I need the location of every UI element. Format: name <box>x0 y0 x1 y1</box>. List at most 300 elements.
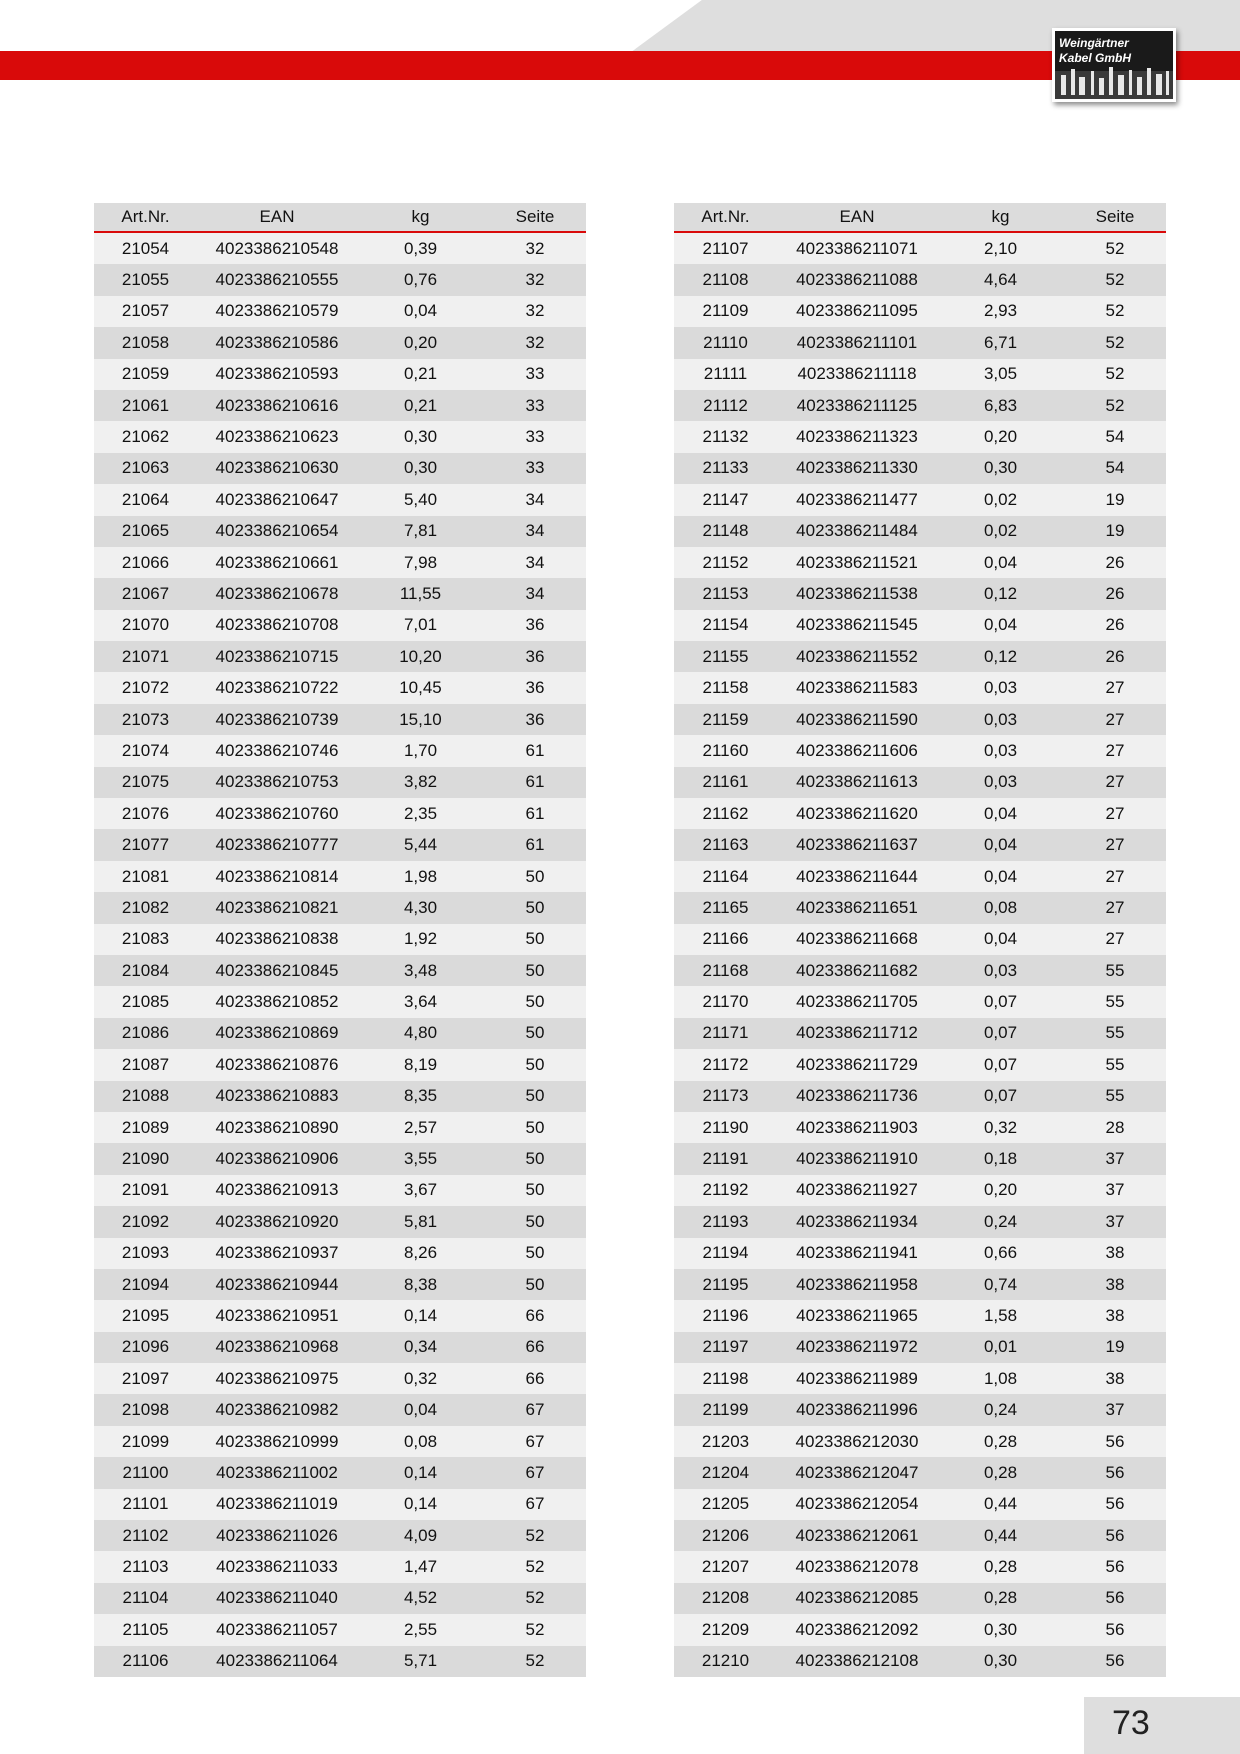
cell-kg: 4,09 <box>357 1520 484 1551</box>
cell-seite: 61 <box>484 798 586 829</box>
table-row <box>94 453 586 484</box>
cell-seite: 61 <box>484 735 586 766</box>
table-row <box>674 798 1166 829</box>
cell-ean: 4023386211125 <box>777 390 937 421</box>
cell-seite: 54 <box>1064 421 1166 452</box>
cell-seite: 36 <box>484 672 586 703</box>
cell-seite: 50 <box>484 1175 586 1206</box>
table-row <box>94 1332 586 1363</box>
table-row <box>94 767 586 798</box>
cell-art-nr: 21066 <box>94 547 197 578</box>
table-row <box>674 1332 1166 1363</box>
table-row <box>94 1551 586 1582</box>
cell-seite: 19 <box>1064 484 1166 515</box>
cell-art-nr: 21208 <box>674 1583 777 1614</box>
cell-art-nr: 21072 <box>94 672 197 703</box>
cell-seite: 38 <box>1064 1300 1166 1331</box>
cell-kg: 0,32 <box>357 1363 484 1394</box>
cell-seite: 54 <box>1064 453 1166 484</box>
cell-kg: 6,71 <box>937 327 1064 358</box>
column-header-ean: EAN <box>777 203 937 232</box>
cell-kg: 3,05 <box>937 359 1064 390</box>
table-row <box>94 1049 586 1080</box>
cell-seite: 52 <box>1064 264 1166 295</box>
cell-kg: 3,48 <box>357 955 484 986</box>
table-row <box>94 296 586 327</box>
cell-seite: 55 <box>1064 1081 1166 1112</box>
cell-ean: 4023386210913 <box>197 1175 357 1206</box>
table-row <box>94 484 586 515</box>
cell-ean: 4023386210821 <box>197 892 357 923</box>
cell-seite: 34 <box>484 578 586 609</box>
cell-seite: 37 <box>1064 1175 1166 1206</box>
cell-seite: 32 <box>484 327 586 358</box>
cell-ean: 4023386212078 <box>777 1551 937 1582</box>
cell-ean: 4023386210982 <box>197 1394 357 1425</box>
table-row <box>94 924 586 955</box>
cell-ean: 4023386211590 <box>777 704 937 735</box>
cell-ean: 4023386211071 <box>777 232 937 264</box>
cell-ean: 4023386211583 <box>777 672 937 703</box>
table-row <box>94 264 586 295</box>
cell-ean: 4023386212047 <box>777 1457 937 1488</box>
table-row <box>674 453 1166 484</box>
cell-kg: 0,04 <box>937 547 1064 578</box>
cell-kg: 0,66 <box>937 1238 1064 1269</box>
cell-kg: 1,47 <box>357 1551 484 1582</box>
cell-seite: 27 <box>1064 829 1166 860</box>
table-row <box>674 547 1166 578</box>
cell-ean: 4023386211613 <box>777 767 937 798</box>
cell-ean: 4023386211668 <box>777 924 937 955</box>
cell-art-nr: 21168 <box>674 955 777 986</box>
cell-seite: 67 <box>484 1426 586 1457</box>
table-row <box>94 421 586 452</box>
cell-ean: 4023386211019 <box>197 1489 357 1520</box>
table-row <box>94 1175 586 1206</box>
cell-seite: 34 <box>484 484 586 515</box>
cell-seite: 52 <box>1064 359 1166 390</box>
table-row <box>674 1112 1166 1143</box>
cell-ean: 4023386211545 <box>777 610 937 641</box>
cell-art-nr: 21058 <box>94 327 197 358</box>
cell-seite: 61 <box>484 829 586 860</box>
cell-ean: 4023386211101 <box>777 327 937 358</box>
cell-seite: 26 <box>1064 641 1166 672</box>
cell-seite: 32 <box>484 264 586 295</box>
table-row <box>674 955 1166 986</box>
table-row <box>94 327 586 358</box>
cell-seite: 34 <box>484 516 586 547</box>
cell-kg: 0,03 <box>937 767 1064 798</box>
cell-ean: 4023386210937 <box>197 1238 357 1269</box>
cell-kg: 0,20 <box>937 421 1064 452</box>
cell-seite: 56 <box>1064 1646 1166 1677</box>
cell-seite: 26 <box>1064 547 1166 578</box>
cell-kg: 0,32 <box>937 1112 1064 1143</box>
cell-art-nr: 21064 <box>94 484 197 515</box>
cell-art-nr: 21205 <box>674 1489 777 1520</box>
table-row <box>674 672 1166 703</box>
cell-kg: 1,70 <box>357 735 484 766</box>
cell-art-nr: 21155 <box>674 641 777 672</box>
cell-art-nr: 21104 <box>94 1583 197 1614</box>
page-number-box <box>1084 1697 1240 1754</box>
table-row <box>674 1238 1166 1269</box>
cell-ean: 4023386210654 <box>197 516 357 547</box>
cell-kg: 0,18 <box>937 1143 1064 1174</box>
cell-kg: 0,08 <box>937 892 1064 923</box>
cell-ean: 4023386211323 <box>777 421 937 452</box>
table-row <box>94 1646 586 1677</box>
cell-art-nr: 21153 <box>674 578 777 609</box>
cell-kg: 0,04 <box>937 861 1064 892</box>
cell-seite: 56 <box>1064 1583 1166 1614</box>
table-row <box>94 641 586 672</box>
cell-ean: 4023386212030 <box>777 1426 937 1457</box>
cell-seite: 27 <box>1064 767 1166 798</box>
cell-kg: 2,57 <box>357 1112 484 1143</box>
cell-ean: 4023386212061 <box>777 1520 937 1551</box>
cell-seite: 56 <box>1064 1614 1166 1645</box>
cell-art-nr: 21088 <box>94 1081 197 1112</box>
cell-seite: 26 <box>1064 578 1166 609</box>
cell-ean: 4023386210579 <box>197 296 357 327</box>
cell-kg: 2,93 <box>937 296 1064 327</box>
table-row <box>674 1300 1166 1331</box>
cell-kg: 0,20 <box>937 1175 1064 1206</box>
cell-seite: 55 <box>1064 1018 1166 1049</box>
table-row <box>94 578 586 609</box>
cell-art-nr: 21074 <box>94 735 197 766</box>
cell-art-nr: 21110 <box>674 327 777 358</box>
cell-art-nr: 21070 <box>94 610 197 641</box>
cell-seite: 67 <box>484 1394 586 1425</box>
cell-kg: 0,02 <box>937 484 1064 515</box>
cell-kg: 2,35 <box>357 798 484 829</box>
table-row <box>674 232 1166 264</box>
cell-seite: 27 <box>1064 672 1166 703</box>
cell-seite: 52 <box>1064 327 1166 358</box>
cell-ean: 4023386210944 <box>197 1269 357 1300</box>
cell-art-nr: 21101 <box>94 1489 197 1520</box>
table-row <box>674 610 1166 641</box>
cell-art-nr: 21059 <box>94 359 197 390</box>
table-row <box>94 390 586 421</box>
cell-seite: 52 <box>484 1614 586 1645</box>
cell-seite: 66 <box>484 1332 586 1363</box>
table-row <box>674 986 1166 1017</box>
table-row <box>674 1551 1166 1582</box>
cell-kg: 1,92 <box>357 924 484 955</box>
cell-ean: 4023386211736 <box>777 1081 937 1112</box>
table-row <box>94 1143 586 1174</box>
cell-ean: 4023386211330 <box>777 453 937 484</box>
table-row <box>674 829 1166 860</box>
table-row <box>94 1489 586 1520</box>
cell-art-nr: 21209 <box>674 1614 777 1645</box>
cell-seite: 33 <box>484 390 586 421</box>
cell-art-nr: 21166 <box>674 924 777 955</box>
cell-art-nr: 21105 <box>94 1614 197 1645</box>
cell-art-nr: 21090 <box>94 1143 197 1174</box>
cell-art-nr: 21204 <box>674 1457 777 1488</box>
cell-art-nr: 21210 <box>674 1646 777 1677</box>
table-row <box>674 516 1166 547</box>
table-row <box>94 1238 586 1269</box>
cell-seite: 27 <box>1064 892 1166 923</box>
cell-ean: 4023386211927 <box>777 1175 937 1206</box>
cell-seite: 38 <box>1064 1269 1166 1300</box>
cell-kg: 0,28 <box>937 1583 1064 1614</box>
cell-kg: 0,04 <box>937 798 1064 829</box>
cell-seite: 27 <box>1064 861 1166 892</box>
cell-seite: 36 <box>484 641 586 672</box>
cell-seite: 67 <box>484 1489 586 1520</box>
cell-art-nr: 21190 <box>674 1112 777 1143</box>
cell-ean: 4023386210623 <box>197 421 357 452</box>
cell-art-nr: 21152 <box>674 547 777 578</box>
cell-art-nr: 21100 <box>94 1457 197 1488</box>
cell-art-nr: 21133 <box>674 453 777 484</box>
cell-ean: 4023386210920 <box>197 1206 357 1237</box>
cell-art-nr: 21097 <box>94 1363 197 1394</box>
cell-seite: 27 <box>1064 735 1166 766</box>
cell-seite: 55 <box>1064 986 1166 1017</box>
cell-art-nr: 21160 <box>674 735 777 766</box>
cell-art-nr: 21158 <box>674 672 777 703</box>
cell-seite: 34 <box>484 547 586 578</box>
cell-kg: 15,10 <box>357 704 484 735</box>
cell-art-nr: 21086 <box>94 1018 197 1049</box>
cell-art-nr: 21106 <box>94 1646 197 1677</box>
cell-seite: 19 <box>1064 516 1166 547</box>
cell-kg: 0,20 <box>357 327 484 358</box>
cell-art-nr: 21095 <box>94 1300 197 1331</box>
cell-ean: 4023386210586 <box>197 327 357 358</box>
cell-art-nr: 21103 <box>94 1551 197 1582</box>
cell-ean: 4023386211033 <box>197 1551 357 1582</box>
cell-kg: 0,21 <box>357 359 484 390</box>
cell-seite: 52 <box>484 1551 586 1582</box>
table-row <box>94 672 586 703</box>
cell-art-nr: 21092 <box>94 1206 197 1237</box>
cell-kg: 8,26 <box>357 1238 484 1269</box>
cell-ean: 4023386210814 <box>197 861 357 892</box>
cell-kg: 7,98 <box>357 547 484 578</box>
table-row <box>674 735 1166 766</box>
cell-kg: 2,55 <box>357 1614 484 1645</box>
cell-art-nr: 21111 <box>674 359 777 390</box>
cell-seite: 55 <box>1064 955 1166 986</box>
table-row <box>674 264 1166 295</box>
cell-ean: 4023386210647 <box>197 484 357 515</box>
cell-kg: 0,01 <box>937 1332 1064 1363</box>
cell-ean: 4023386211620 <box>777 798 937 829</box>
cell-kg: 6,83 <box>937 390 1064 421</box>
cell-art-nr: 21162 <box>674 798 777 829</box>
cell-art-nr: 21063 <box>94 453 197 484</box>
cell-art-nr: 21098 <box>94 1394 197 1425</box>
cell-ean: 4023386210630 <box>197 453 357 484</box>
cell-art-nr: 21148 <box>674 516 777 547</box>
table-row <box>94 1300 586 1331</box>
table-row <box>94 1457 586 1488</box>
cell-kg: 3,82 <box>357 767 484 798</box>
cell-ean: 4023386210890 <box>197 1112 357 1143</box>
cell-art-nr: 21102 <box>94 1520 197 1551</box>
cell-kg: 0,02 <box>937 516 1064 547</box>
table-row <box>94 829 586 860</box>
cell-seite: 27 <box>1064 924 1166 955</box>
cell-seite: 50 <box>484 1269 586 1300</box>
cell-kg: 1,98 <box>357 861 484 892</box>
cell-kg: 0,76 <box>357 264 484 295</box>
table-row <box>674 767 1166 798</box>
cell-art-nr: 21206 <box>674 1520 777 1551</box>
cell-art-nr: 21195 <box>674 1269 777 1300</box>
cell-ean: 4023386211989 <box>777 1363 937 1394</box>
cell-kg: 0,07 <box>937 986 1064 1017</box>
cell-kg: 0,04 <box>357 296 484 327</box>
cell-art-nr: 21094 <box>94 1269 197 1300</box>
cell-kg: 0,12 <box>937 578 1064 609</box>
table-row <box>674 578 1166 609</box>
cell-ean: 4023386210906 <box>197 1143 357 1174</box>
cell-art-nr: 21171 <box>674 1018 777 1049</box>
cell-kg: 0,04 <box>937 829 1064 860</box>
table-row <box>94 359 586 390</box>
cell-kg: 0,28 <box>937 1426 1064 1457</box>
cell-kg: 0,03 <box>937 735 1064 766</box>
cell-seite: 50 <box>484 924 586 955</box>
table-row <box>674 484 1166 515</box>
cell-seite: 50 <box>484 861 586 892</box>
table-row <box>674 892 1166 923</box>
cell-kg: 0,30 <box>937 453 1064 484</box>
cell-seite: 52 <box>484 1646 586 1677</box>
cell-seite: 36 <box>484 610 586 641</box>
cell-art-nr: 21197 <box>674 1332 777 1363</box>
cell-art-nr: 21112 <box>674 390 777 421</box>
cell-seite: 50 <box>484 1018 586 1049</box>
column-header-seite: Seite <box>1064 203 1166 232</box>
cell-kg: 0,14 <box>357 1457 484 1488</box>
column-header-kg: kg <box>357 203 484 232</box>
cell-art-nr: 21163 <box>674 829 777 860</box>
cell-art-nr: 21076 <box>94 798 197 829</box>
cell-seite: 38 <box>1064 1238 1166 1269</box>
table-row <box>674 1018 1166 1049</box>
cell-kg: 0,03 <box>937 672 1064 703</box>
cell-kg: 0,24 <box>937 1394 1064 1425</box>
column-header-art-nr: Art.Nr. <box>674 203 777 232</box>
cell-ean: 4023386210616 <box>197 390 357 421</box>
cell-art-nr: 21107 <box>674 232 777 264</box>
cell-ean: 4023386210715 <box>197 641 357 672</box>
table-header-row <box>94 203 586 232</box>
cell-ean: 4023386210760 <box>197 798 357 829</box>
cell-ean: 4023386210968 <box>197 1332 357 1363</box>
cell-art-nr: 21062 <box>94 421 197 452</box>
cell-art-nr: 21164 <box>674 861 777 892</box>
table-row <box>674 1614 1166 1645</box>
cell-ean: 4023386211941 <box>777 1238 937 1269</box>
cell-seite: 28 <box>1064 1112 1166 1143</box>
cell-ean: 4023386210722 <box>197 672 357 703</box>
table-row <box>94 704 586 735</box>
cell-ean: 4023386210661 <box>197 547 357 578</box>
cell-seite: 61 <box>484 767 586 798</box>
cell-kg: 0,04 <box>937 610 1064 641</box>
cell-seite: 66 <box>484 1363 586 1394</box>
cell-art-nr: 21207 <box>674 1551 777 1582</box>
table-row <box>94 986 586 1017</box>
cell-ean: 4023386212085 <box>777 1583 937 1614</box>
cell-ean: 4023386211477 <box>777 484 937 515</box>
logo-text-line2: Kabel GmbH <box>1059 51 1132 65</box>
cell-art-nr: 21087 <box>94 1049 197 1080</box>
cell-art-nr: 21067 <box>94 578 197 609</box>
cell-art-nr: 21071 <box>94 641 197 672</box>
logo-text-line1: Weingärtner <box>1059 36 1129 50</box>
table-row <box>674 1520 1166 1551</box>
cell-kg: 0,08 <box>357 1426 484 1457</box>
cell-ean: 4023386211651 <box>777 892 937 923</box>
cell-kg: 3,67 <box>357 1175 484 1206</box>
cell-ean: 4023386211682 <box>777 955 937 986</box>
cell-ean: 4023386211934 <box>777 1206 937 1237</box>
cell-ean: 4023386211538 <box>777 578 937 609</box>
cell-ean: 4023386211729 <box>777 1049 937 1080</box>
cell-kg: 0,28 <box>937 1551 1064 1582</box>
cell-kg: 10,45 <box>357 672 484 703</box>
cell-kg: 0,30 <box>937 1646 1064 1677</box>
cell-kg: 0,07 <box>937 1081 1064 1112</box>
cell-seite: 67 <box>484 1457 586 1488</box>
table-row <box>94 892 586 923</box>
cell-art-nr: 21096 <box>94 1332 197 1363</box>
cell-art-nr: 21093 <box>94 1238 197 1269</box>
article-table-left <box>94 203 586 1677</box>
article-table-right <box>674 203 1166 1677</box>
cell-kg: 5,71 <box>357 1646 484 1677</box>
table-row <box>94 1112 586 1143</box>
cell-ean: 4023386210708 <box>197 610 357 641</box>
cell-art-nr: 21170 <box>674 986 777 1017</box>
cell-seite: 32 <box>484 296 586 327</box>
cell-ean: 4023386211095 <box>777 296 937 327</box>
cell-ean: 4023386211521 <box>777 547 937 578</box>
cell-art-nr: 21154 <box>674 610 777 641</box>
cell-seite: 19 <box>1064 1332 1166 1363</box>
cell-kg: 3,55 <box>357 1143 484 1174</box>
table-row <box>94 955 586 986</box>
company-logo <box>1052 28 1176 102</box>
table-row <box>674 1583 1166 1614</box>
cell-ean: 4023386210838 <box>197 924 357 955</box>
cell-seite: 33 <box>484 453 586 484</box>
cell-seite: 56 <box>1064 1426 1166 1457</box>
cell-ean: 4023386210593 <box>197 359 357 390</box>
cell-art-nr: 21194 <box>674 1238 777 1269</box>
cell-art-nr: 21054 <box>94 232 197 264</box>
table-row <box>674 704 1166 735</box>
cell-seite: 27 <box>1064 798 1166 829</box>
cell-seite: 56 <box>1064 1520 1166 1551</box>
column-header-seite: Seite <box>484 203 586 232</box>
cell-art-nr: 21061 <box>94 390 197 421</box>
